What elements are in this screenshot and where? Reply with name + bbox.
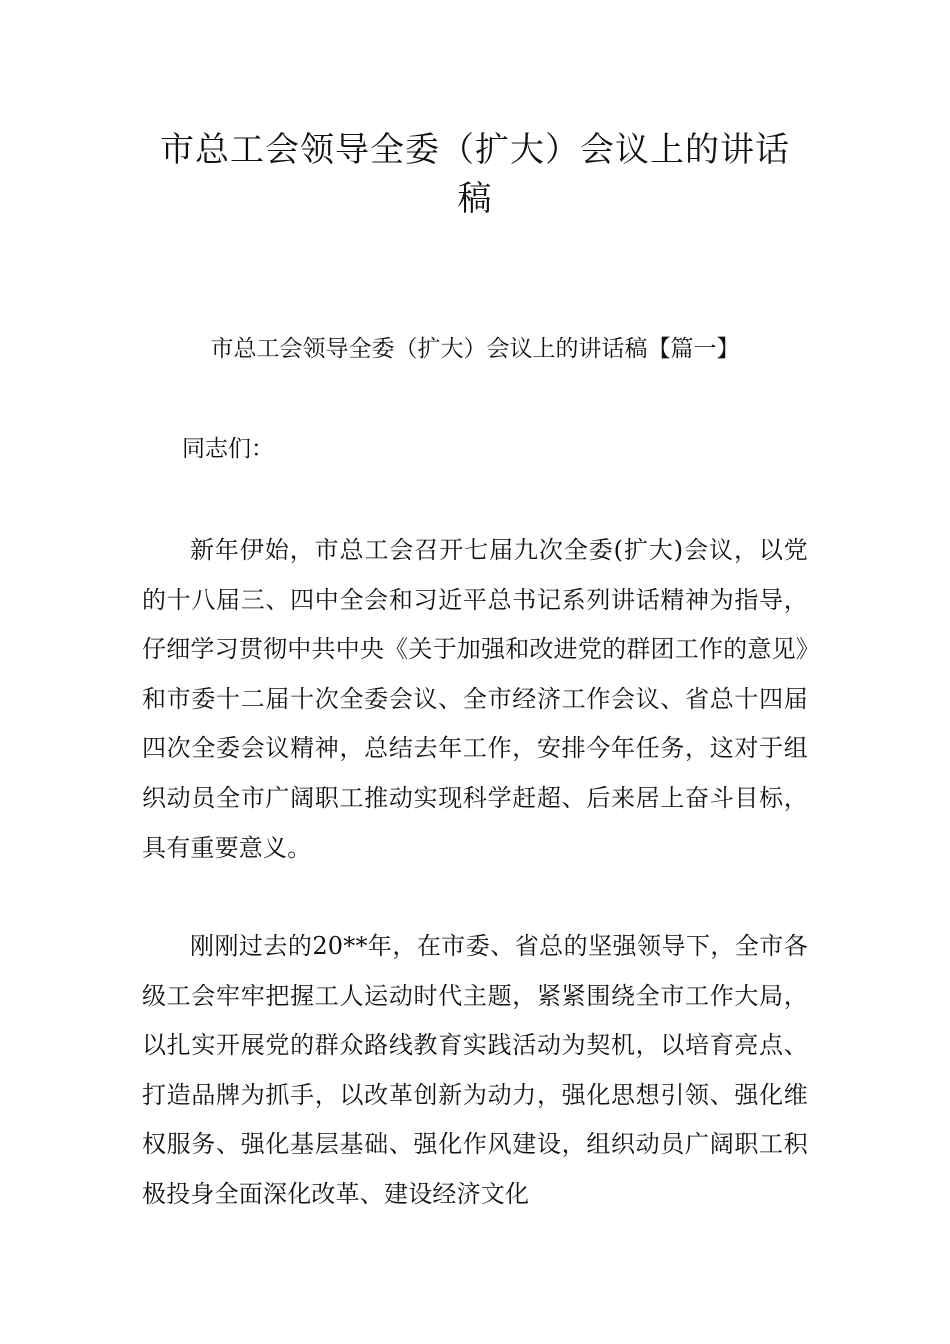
body-paragraph-2: 刚刚过去的20**年，在市委、省总的坚强领导下，全市各级工会牢牢把握工人运动时代主题，紧紧围绕全市工作大局，以扎实开展党的群众路线教育实践活动为契机，以培育亮点、打造品牌为抓手，以改革创新为动力，强化思想引领、强化维权服务、强化基层基础、强化作风建设，组织动员广阔职工积极投身全面深化改革、建设经济文化 bbox=[142, 932, 808, 1208]
title-line-2: 稿 bbox=[457, 179, 493, 219]
greeting: 同志们： bbox=[182, 436, 274, 462]
document-title bbox=[120, 126, 830, 224]
title-line-1: 市总工会领导全委（扩大）会议上的讲话 bbox=[160, 130, 790, 170]
body-paragraph-1: 新年伊始，市总工会召开七届九次全委(扩大)会议，以党的十八届三、四中全会和习近平总书记系列讲话精神为指导，仔细学习贯彻中共中央《关于加强和改进党的群团工作的意见》和市委十二届十次全委会议、全市经济工作会议、省总十四届四次全委会议精神，总结去年工作，安排今年任务，这对于组织动员全市广阔职工推动实现科学赶超、后来居上奋斗目标，具有重要意义。 bbox=[142, 536, 808, 862]
section-subtitle: 市总工会领导全委（扩大）会议上的讲话稿【篇一】 bbox=[210, 336, 740, 362]
